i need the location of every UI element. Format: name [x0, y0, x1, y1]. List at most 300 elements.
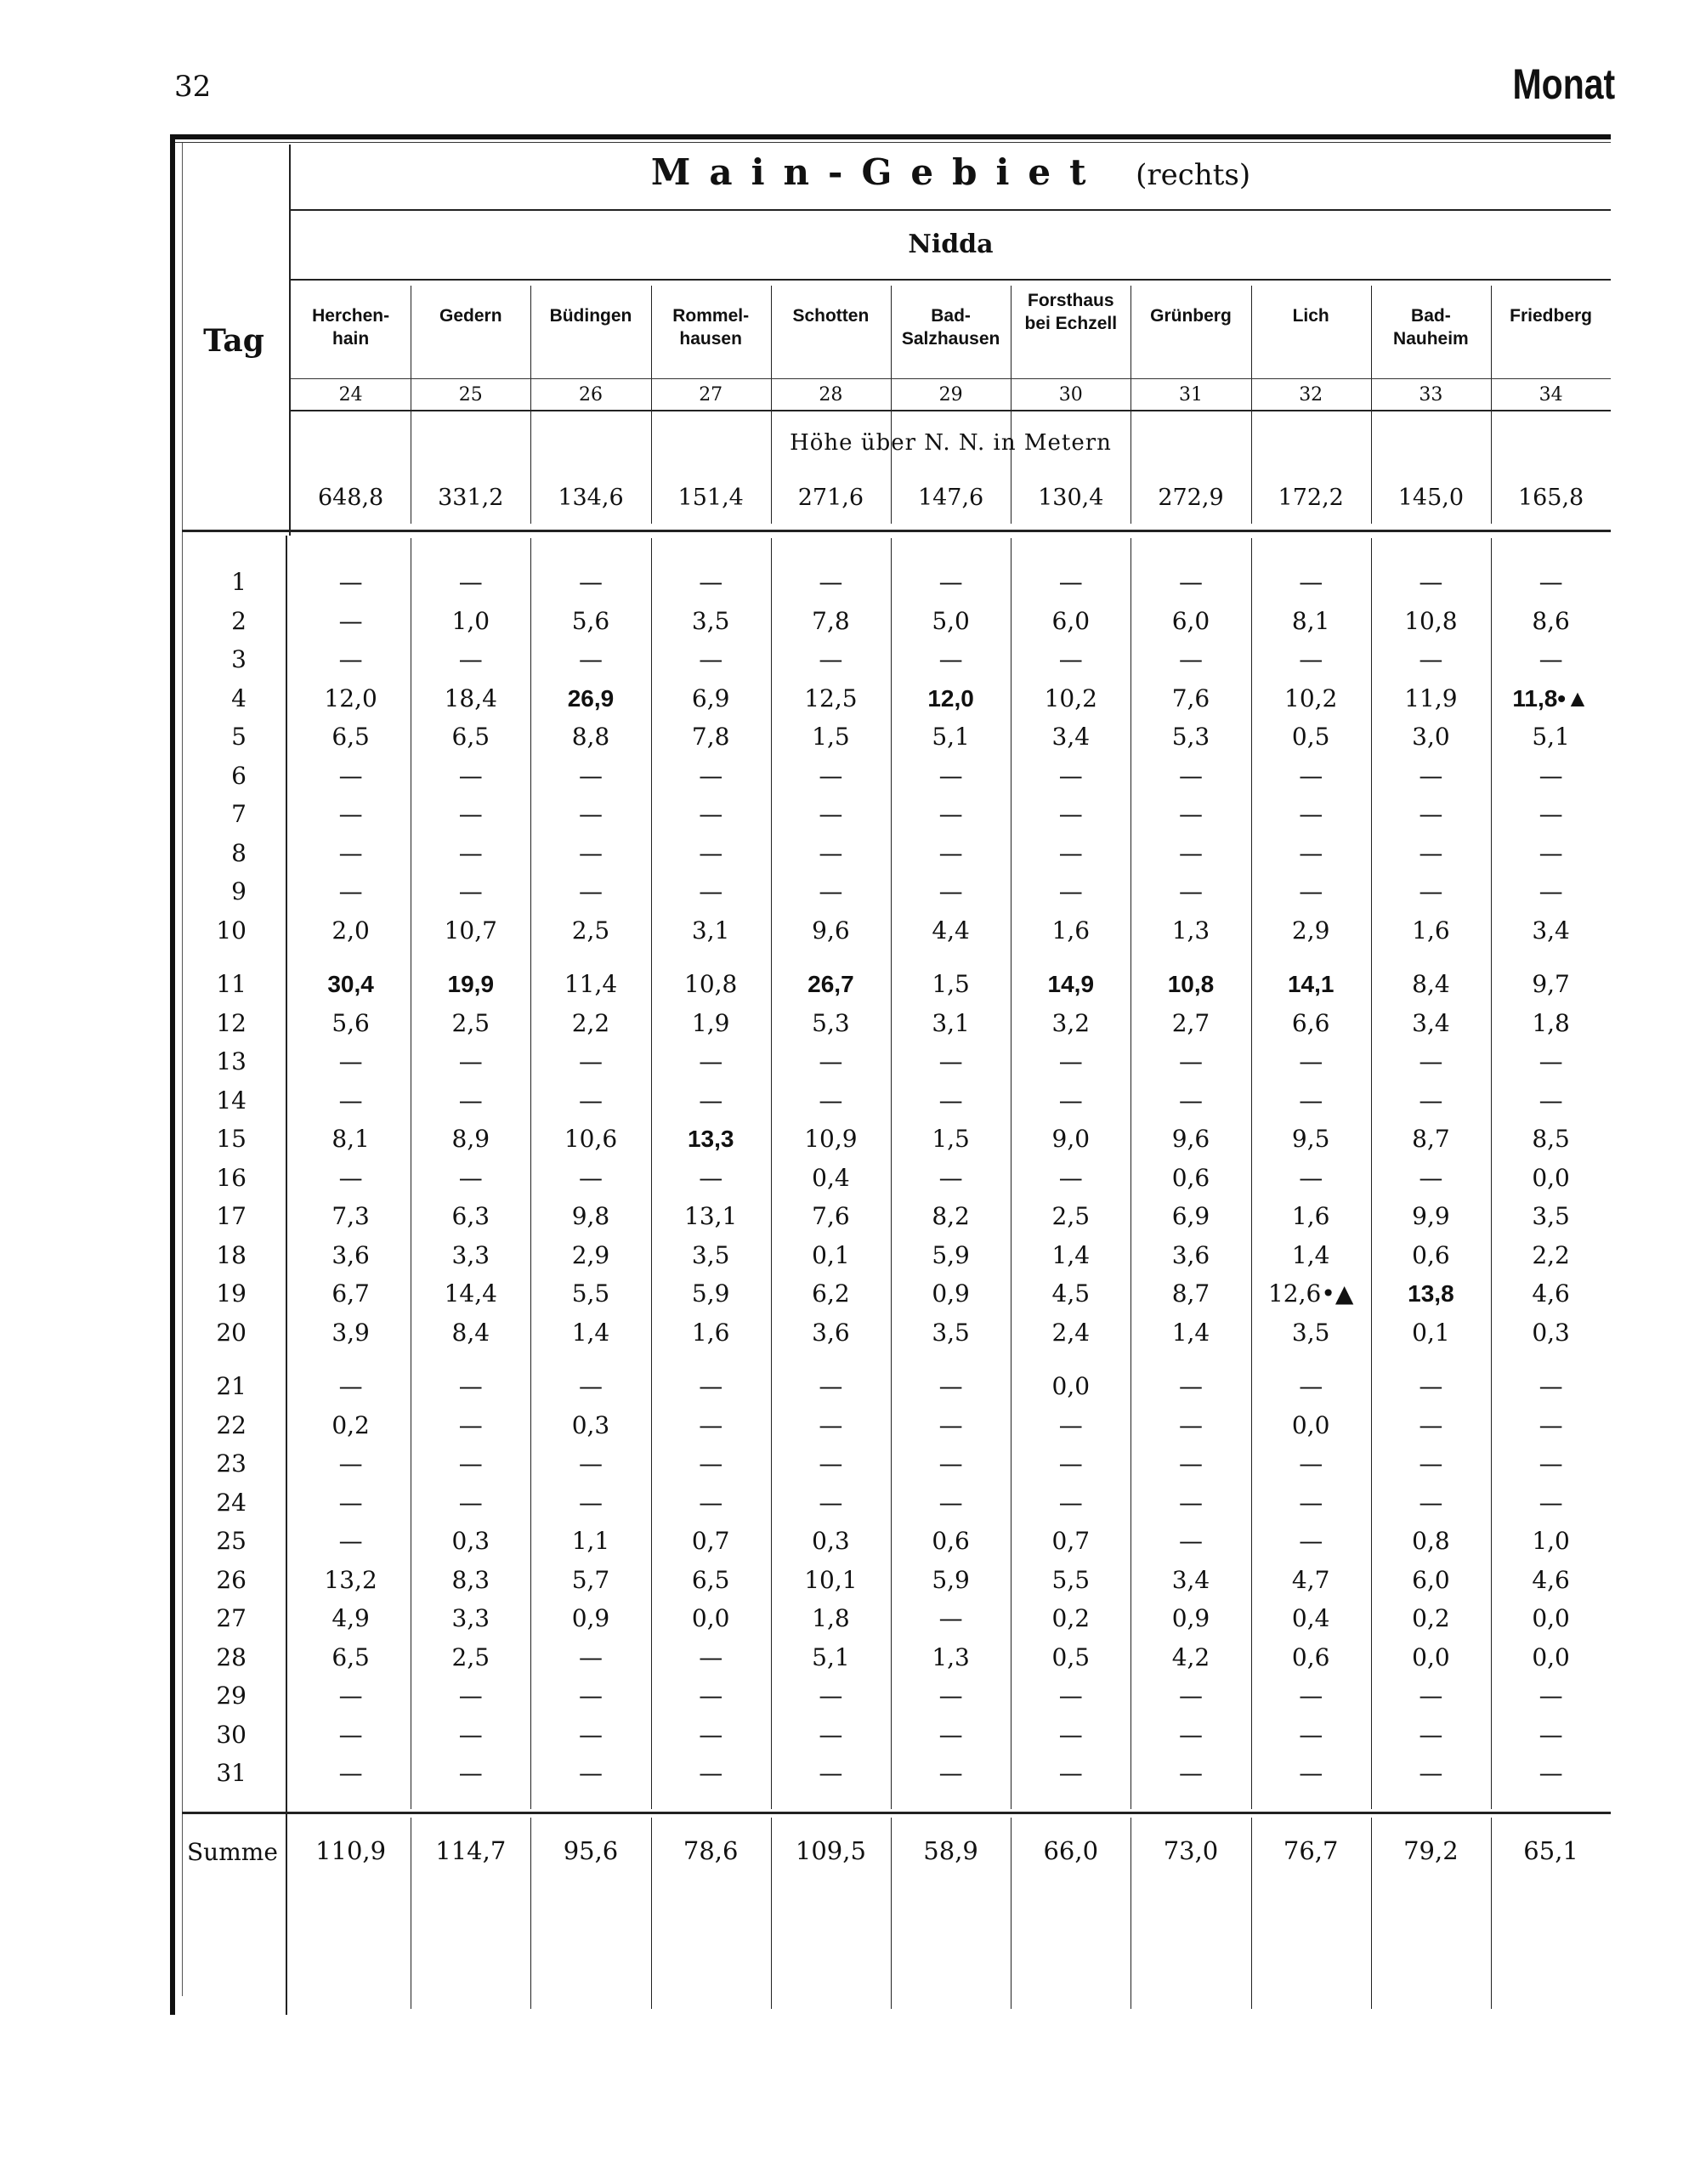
precipitation-value: — — [1299, 1488, 1323, 1517]
precipitation-value: 9,7 — [1532, 970, 1570, 998]
precipitation-value: — — [1299, 1759, 1323, 1787]
day-number: 25 — [216, 1527, 246, 1555]
station-name: Rommel-hausen — [672, 306, 750, 349]
day-number: 10 — [216, 916, 246, 945]
precipitation-value: 9,6 — [812, 916, 850, 945]
precipitation-value: — — [819, 1410, 843, 1439]
precipitation-value: 5,9 — [932, 1240, 970, 1269]
precipitation-value: 2,0 — [332, 916, 370, 945]
day-number: 21 — [216, 1372, 246, 1400]
precipitation-value: — — [1419, 838, 1443, 867]
precipitation-value: 2,2 — [1532, 1240, 1570, 1269]
day-number: 1 — [231, 568, 246, 596]
precipitation-value: — — [699, 1759, 723, 1787]
precipitation-value: 6,0 — [1412, 1565, 1450, 1594]
precipitation-value: — — [1058, 645, 1083, 673]
precipitation-value: 7,8 — [691, 723, 730, 751]
day-number: 31 — [216, 1759, 246, 1787]
precipitation-value: — — [338, 1372, 363, 1400]
precipitation-value: 6,3 — [451, 1202, 490, 1230]
precipitation-value: 0,0 — [1051, 1372, 1091, 1400]
precipitation-value: 3,4 — [1532, 916, 1570, 945]
precipitation-value: 3,1 — [932, 1008, 970, 1037]
precipitation-value: — — [1178, 1086, 1203, 1115]
precipitation-value: 10,8 — [684, 970, 738, 998]
station-number: 30 — [1058, 384, 1083, 406]
precipitation-value: 1,9 — [691, 1008, 730, 1037]
station-number: 31 — [1178, 384, 1203, 406]
precipitation-value: — — [1058, 761, 1083, 790]
precipitation-value: — — [1058, 1682, 1083, 1710]
station-number: 34 — [1538, 384, 1563, 406]
precipitation-value: — — [1058, 1759, 1083, 1787]
precipitation-value: 0,2 — [332, 1410, 370, 1439]
precipitation-value: — — [1538, 1372, 1563, 1400]
precipitation-value: — — [819, 838, 843, 867]
precipitation-value: 8,1 — [332, 1125, 370, 1153]
precipitation-value: 9,0 — [1051, 1125, 1091, 1153]
precipitation-value: — — [699, 1682, 723, 1710]
precipitation-value: — — [938, 1372, 963, 1400]
precipitation-value: — — [338, 568, 363, 596]
precipitation-value: 3,4 — [1171, 1565, 1210, 1594]
river-name: Nidda — [908, 230, 994, 259]
precipitation-value: — — [1538, 800, 1563, 828]
precipitation-value: — — [1058, 877, 1083, 905]
station-elevation: 130,4 — [1038, 485, 1104, 511]
precipitation-value: — — [1419, 1449, 1443, 1478]
precipitation-value: — — [1538, 877, 1563, 905]
precipitation-value: — — [1299, 1720, 1323, 1749]
precipitation-value: 2,5 — [451, 1642, 490, 1671]
precipitation-value: 0,0 — [1532, 1163, 1570, 1192]
precipitation-value: 0,3 — [812, 1527, 850, 1555]
precipitation-value: — — [1538, 1682, 1563, 1710]
precipitation-value: 18,4 — [444, 684, 497, 712]
precipitation-value: 0,4 — [812, 1163, 850, 1192]
precipitation-value: — — [338, 877, 363, 905]
precipitation-value: 13,2 — [324, 1565, 377, 1594]
station-number: 25 — [458, 384, 483, 406]
station-sum: 65,1 — [1523, 1836, 1578, 1865]
tag-column-rule — [289, 145, 291, 536]
day-number: 4 — [231, 684, 246, 712]
table-left-rule-thin — [182, 143, 183, 1996]
precipitation-value: — — [699, 1642, 723, 1671]
region-title: Main-Gebiet (rechts) — [650, 151, 1251, 193]
precipitation-value: — — [699, 877, 723, 905]
precipitation-value: — — [699, 1410, 723, 1439]
precipitation-value: 10,8 — [1404, 606, 1458, 635]
precipitation-value: — — [938, 1604, 963, 1632]
precipitation-value: 11,4 — [564, 970, 618, 998]
precipitation-value: 3,5 — [691, 1240, 730, 1269]
precipitation-value: — — [1419, 761, 1443, 790]
precipitation-value: 1,1 — [571, 1527, 610, 1555]
precipitation-value: — — [458, 1163, 483, 1192]
day-number: 28 — [216, 1642, 246, 1671]
precipitation-value: — — [458, 800, 483, 828]
precipitation-value: — — [1178, 838, 1203, 867]
day-number: 6 — [231, 761, 246, 790]
precipitation-value: — — [1419, 1759, 1443, 1787]
station-name: Büdingen — [549, 306, 632, 326]
precipitation-value: 1,8 — [1532, 1008, 1570, 1037]
precipitation-value: — — [938, 1047, 963, 1075]
day-number: 3 — [231, 645, 246, 673]
precipitation-value: 0,2 — [1412, 1604, 1450, 1632]
precipitation-value: 30,4 — [327, 971, 374, 997]
precipitation-value: 4,4 — [932, 916, 970, 945]
precipitation-value: 2,9 — [571, 1240, 610, 1269]
precipitation-value: 14,4 — [444, 1279, 497, 1308]
station-number: 33 — [1419, 384, 1443, 406]
precipitation-value: — — [338, 1086, 363, 1115]
station-elevation: 172,2 — [1278, 485, 1344, 511]
precipitation-value: 5,7 — [571, 1565, 610, 1594]
precipitation-value: 14,1 — [1287, 971, 1334, 997]
precipitation-value: — — [1178, 1410, 1203, 1439]
precipitation-value: — — [338, 838, 363, 867]
precipitation-value: 1,4 — [1171, 1318, 1210, 1347]
precipitation-value: 1,6 — [1291, 1202, 1330, 1230]
precipitation-value: 8,4 — [451, 1318, 490, 1347]
precipitation-value: 3,2 — [1051, 1008, 1091, 1037]
precipitation-value: 9,9 — [1412, 1202, 1450, 1230]
precipitation-value: — — [578, 1449, 603, 1478]
precipitation-value: 5,3 — [812, 1008, 850, 1037]
precipitation-value: — — [819, 645, 843, 673]
precipitation-value: 1,0 — [451, 606, 490, 635]
precipitation-value: 6,5 — [691, 1565, 730, 1594]
precipitation-value: 0,9 — [571, 1604, 610, 1632]
precipitation-value: — — [578, 877, 603, 905]
precipitation-value: 8,7 — [1171, 1279, 1210, 1308]
precipitation-value: 0,3 — [1532, 1318, 1570, 1347]
precipitation-value: — — [699, 1720, 723, 1749]
precipitation-value: — — [1058, 1410, 1083, 1439]
station-name: Bad-Salzhausen — [901, 306, 1000, 349]
precipitation-value: — — [458, 877, 483, 905]
precipitation-value: — — [458, 568, 483, 596]
precipitation-value: — — [938, 1410, 963, 1439]
precipitation-value: — — [1419, 1086, 1443, 1115]
precipitation-value: 0,9 — [932, 1279, 970, 1308]
precipitation-value: 3,5 — [1291, 1318, 1330, 1347]
precipitation-value: — — [938, 1163, 963, 1192]
day-number: 14 — [216, 1086, 246, 1115]
station-sum: 66,0 — [1043, 1836, 1099, 1865]
precipitation-value: — — [458, 1720, 483, 1749]
precipitation-value: 0,9 — [1171, 1604, 1210, 1632]
precipitation-value: 1,4 — [1051, 1240, 1091, 1269]
station-number: 28 — [819, 384, 843, 406]
precipitation-value: 3,0 — [1412, 723, 1450, 751]
day-number: 19 — [216, 1279, 246, 1308]
precipitation-value: — — [1178, 645, 1203, 673]
precipitation-value: 1,5 — [932, 970, 970, 998]
precipitation-value: 10,9 — [804, 1125, 858, 1153]
precipitation-value: — — [578, 1488, 603, 1517]
precipitation-value: — — [458, 1759, 483, 1787]
station-name: Friedberg — [1510, 306, 1593, 326]
precipitation-value: — — [458, 1682, 483, 1710]
station-sum: 76,7 — [1283, 1836, 1339, 1865]
precipitation-value: — — [819, 1047, 843, 1075]
precipitation-value: — — [938, 1720, 963, 1749]
precipitation-value: — — [819, 1682, 843, 1710]
table-left-rule — [170, 134, 175, 2015]
precipitation-value: — — [1419, 1682, 1443, 1710]
precipitation-value: 8,3 — [451, 1565, 490, 1594]
precipitation-value: — — [1538, 1449, 1563, 1478]
precipitation-value: 1,4 — [1291, 1240, 1330, 1269]
precipitation-value: 4,9 — [332, 1604, 370, 1632]
precipitation-value: 10,2 — [1284, 684, 1338, 712]
precipitation-value: — — [1178, 761, 1203, 790]
precipitation-value: 6,5 — [451, 723, 490, 751]
precipitation-value: 10,8 — [1167, 971, 1215, 997]
precipitation-value: 3,3 — [451, 1240, 490, 1269]
precipitation-value: 4,6 — [1532, 1565, 1570, 1594]
precipitation-value: 12,6•▲ — [1267, 1279, 1354, 1308]
precipitation-value: 2,7 — [1171, 1008, 1210, 1037]
precipitation-value: 3,4 — [1412, 1008, 1450, 1037]
day-number: 2 — [231, 606, 246, 635]
station-elevation: 648,8 — [317, 485, 384, 511]
region-rule — [291, 209, 1611, 211]
precipitation-value: 12,5 — [804, 684, 858, 712]
station-number: 29 — [938, 384, 963, 406]
precipitation-value: — — [578, 1642, 603, 1671]
precipitation-value: — — [819, 1720, 843, 1749]
precipitation-value: 3,5 — [691, 606, 730, 635]
precipitation-value: — — [458, 1086, 483, 1115]
precipitation-value: 0,0 — [1532, 1604, 1570, 1632]
precipitation-value: 1,5 — [932, 1125, 970, 1153]
precipitation-value: 0,0 — [1532, 1642, 1570, 1671]
precipitation-value: — — [1299, 800, 1323, 828]
station-sum: 95,6 — [563, 1836, 619, 1865]
day-number: 9 — [231, 877, 246, 905]
precipitation-value: 5,1 — [1532, 723, 1570, 751]
station-name: Gedern — [439, 306, 502, 326]
day-number: 13 — [216, 1047, 246, 1075]
precipitation-value: 11,9 — [1404, 684, 1458, 712]
precipitation-value: — — [819, 1372, 843, 1400]
precipitation-value: 0,3 — [571, 1410, 610, 1439]
precipitation-value: — — [938, 761, 963, 790]
precipitation-value: — — [819, 1488, 843, 1517]
precipitation-value: 8,7 — [1412, 1125, 1450, 1153]
precipitation-value: — — [578, 1086, 603, 1115]
precipitation-value: 0,7 — [691, 1527, 730, 1555]
day-number: 23 — [216, 1449, 246, 1478]
station-name: Schotten — [792, 306, 870, 326]
precipitation-value: — — [1178, 877, 1203, 905]
precipitation-value: 5,0 — [932, 606, 970, 635]
precipitation-value: 7,6 — [812, 1202, 850, 1230]
station-name: Forsthaus bei Echzell — [1024, 291, 1118, 333]
precipitation-value: 26,9 — [567, 684, 615, 712]
precipitation-value: — — [578, 1682, 603, 1710]
precipitation-value: 11,8•▲ — [1512, 684, 1590, 712]
precipitation-value: 5,5 — [571, 1279, 610, 1308]
precipitation-value: 10,6 — [564, 1125, 618, 1153]
station-number: 27 — [699, 384, 723, 406]
precipitation-value: 1,6 — [1051, 916, 1091, 945]
precipitation-value: — — [1299, 761, 1323, 790]
precipitation-value: 9,8 — [571, 1202, 610, 1230]
precipitation-value: 13,1 — [684, 1202, 738, 1230]
precipitation-value: 10,7 — [444, 916, 497, 945]
station-sum: 109,5 — [795, 1836, 866, 1865]
day-number: 16 — [216, 1163, 246, 1192]
precipitation-value: 10,1 — [804, 1565, 858, 1594]
precipitation-value: — — [1178, 1449, 1203, 1478]
station-sum: 114,7 — [435, 1836, 507, 1865]
precipitation-value: 8,1 — [1291, 606, 1330, 635]
precipitation-value: 0,4 — [1291, 1604, 1330, 1632]
precipitation-value: 5,9 — [691, 1279, 730, 1308]
precipitation-value: — — [819, 761, 843, 790]
page-number: 32 — [174, 70, 212, 104]
precipitation-value: 2,2 — [571, 1008, 610, 1037]
precipitation-value: 1,6 — [691, 1318, 730, 1347]
station-elevation: 331,2 — [438, 485, 504, 511]
table-top-rule-thin — [170, 142, 1611, 143]
precipitation-value: — — [1178, 568, 1203, 596]
precipitation-value: — — [458, 761, 483, 790]
station-elevation: 145,0 — [1397, 485, 1465, 511]
day-number: 11 — [216, 970, 246, 998]
precipitation-value: — — [458, 1410, 483, 1439]
precipitation-value: 13,8 — [1408, 1280, 1454, 1307]
precipitation-value: 1,6 — [1412, 916, 1450, 945]
precipitation-value: — — [1178, 800, 1203, 828]
precipitation-value: 0,6 — [1291, 1642, 1330, 1671]
precipitation-value: 26,7 — [808, 971, 854, 997]
precipitation-value: 5,6 — [571, 606, 610, 635]
precipitation-value: 2,9 — [1291, 916, 1330, 945]
precipitation-value: 0,6 — [1412, 1240, 1450, 1269]
precipitation-value: — — [1538, 1047, 1563, 1075]
precipitation-value: 3,4 — [1051, 723, 1091, 751]
rainfall-table — [170, 134, 1611, 2015]
precipitation-value: 4,7 — [1291, 1565, 1330, 1594]
precipitation-value: — — [1058, 1086, 1083, 1115]
precipitation-value: 8,5 — [1532, 1125, 1570, 1153]
precipitation-value: 3,6 — [1171, 1240, 1210, 1269]
precipitation-value: — — [938, 568, 963, 596]
precipitation-value: 0,2 — [1051, 1604, 1091, 1632]
precipitation-value: 8,6 — [1532, 606, 1570, 635]
precipitation-value: — — [1178, 1759, 1203, 1787]
precipitation-value: — — [1419, 1047, 1443, 1075]
precipitation-value: — — [578, 568, 603, 596]
tag-column-rule-body — [286, 536, 287, 2015]
precipitation-value: — — [819, 1449, 843, 1478]
precipitation-value: 6,6 — [1291, 1008, 1330, 1037]
precipitation-value: 0,1 — [812, 1240, 850, 1269]
precipitation-value: 10,2 — [1044, 684, 1097, 712]
day-number: 30 — [216, 1720, 246, 1749]
precipitation-value: — — [938, 1682, 963, 1710]
station-sum: 58,9 — [923, 1836, 978, 1865]
precipitation-value: 6,0 — [1051, 606, 1091, 635]
precipitation-value: 3,6 — [332, 1240, 370, 1269]
precipitation-value: — — [699, 1086, 723, 1115]
precipitation-value: — — [578, 1720, 603, 1749]
precipitation-value: — — [699, 645, 723, 673]
precipitation-value: — — [1299, 877, 1323, 905]
station-number: 32 — [1299, 384, 1323, 406]
height-label: Höhe über N. N. in Metern — [790, 430, 1112, 456]
precipitation-value: — — [699, 838, 723, 867]
precipitation-value: — — [1538, 838, 1563, 867]
precipitation-value: 0,0 — [691, 1604, 730, 1632]
station-elevation: 271,6 — [797, 485, 864, 511]
precipitation-value: — — [1058, 568, 1083, 596]
precipitation-value: 6,9 — [691, 684, 730, 712]
precipitation-value: — — [458, 1488, 483, 1517]
station-sum: 78,6 — [683, 1836, 739, 1865]
precipitation-value: — — [1299, 838, 1323, 867]
precipitation-value: 4,5 — [1051, 1279, 1091, 1308]
precipitation-value: 2,5 — [571, 916, 610, 945]
precipitation-value: 3,6 — [812, 1318, 850, 1347]
precipitation-value: — — [938, 800, 963, 828]
station-elevation: 151,4 — [677, 485, 744, 511]
precipitation-value: 12,0 — [927, 684, 974, 712]
station-name: Lich — [1292, 306, 1329, 326]
precipitation-value: — — [1058, 1720, 1083, 1749]
precipitation-value: — — [578, 1372, 603, 1400]
precipitation-value: — — [1178, 1682, 1203, 1710]
precipitation-value: — — [1058, 1047, 1083, 1075]
day-number: 26 — [216, 1565, 246, 1594]
precipitation-value: 8,2 — [932, 1202, 970, 1230]
station-name: Bad-Nauheim — [1393, 306, 1469, 349]
precipitation-value: — — [1178, 1720, 1203, 1749]
precipitation-value: — — [1299, 1527, 1323, 1555]
precipitation-value: — — [338, 1759, 363, 1787]
precipitation-value: 5,1 — [932, 723, 970, 751]
precipitation-value: — — [1299, 1163, 1323, 1192]
precipitation-value: 3,9 — [332, 1318, 370, 1347]
precipitation-value: 2,5 — [1051, 1202, 1091, 1230]
precipitation-value: 3,5 — [932, 1318, 970, 1347]
precipitation-value: — — [1419, 1488, 1443, 1517]
precipitation-value: — — [458, 645, 483, 673]
station-elevation: 147,6 — [917, 485, 984, 511]
precipitation-value: — — [1538, 1720, 1563, 1749]
precipitation-value: — — [1538, 568, 1563, 596]
station-sum: 110,9 — [315, 1836, 387, 1865]
day-number: 15 — [216, 1125, 246, 1153]
precipitation-value: 1,8 — [812, 1604, 850, 1632]
day-number: 7 — [231, 800, 246, 828]
precipitation-value: 7,6 — [1171, 684, 1210, 712]
precipitation-value: 0,8 — [1412, 1527, 1450, 1555]
precipitation-value: 9,6 — [1171, 1125, 1210, 1153]
precipitation-value: — — [1419, 800, 1443, 828]
station-elevation: 165,8 — [1517, 485, 1584, 511]
precipitation-value: 1,3 — [932, 1642, 970, 1671]
precipitation-value: 5,9 — [932, 1565, 970, 1594]
precipitation-value: — — [1538, 1086, 1563, 1115]
precipitation-value: — — [458, 1047, 483, 1075]
